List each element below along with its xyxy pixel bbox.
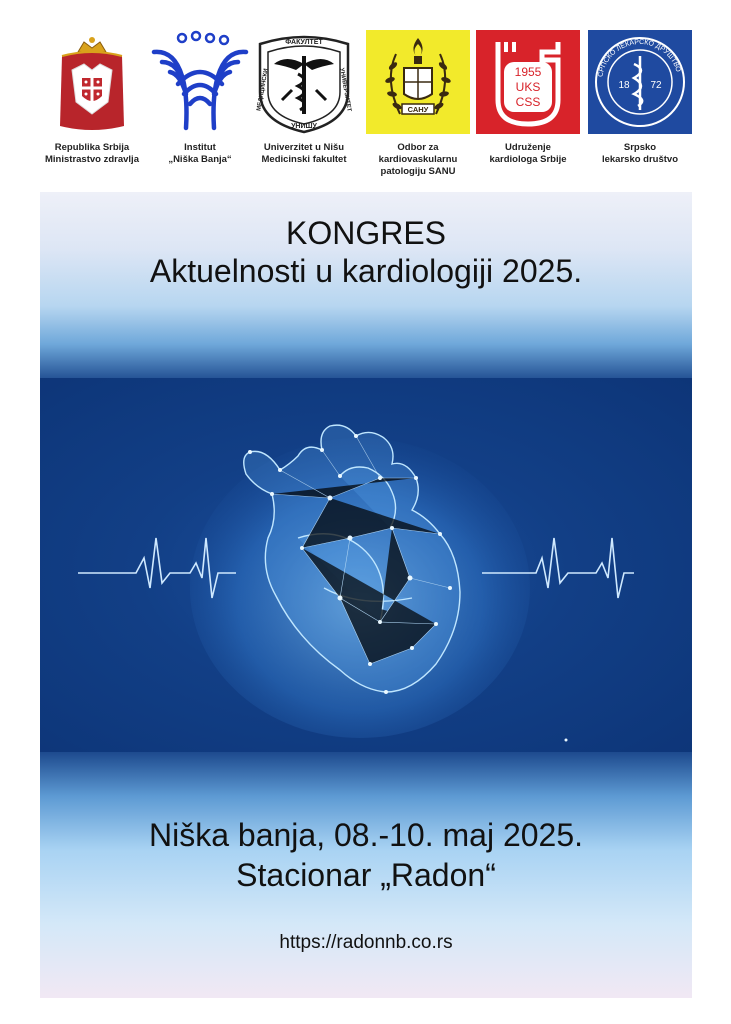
uks-line2: CSS	[515, 95, 541, 109]
ring-text-top: ФАКУЛТЕТ	[285, 39, 323, 46]
year-right: 72	[650, 80, 662, 91]
congress-subtitle: Aktuelnosti u kardiologiji 2025.	[149, 253, 583, 289]
logo-uks	[476, 30, 580, 165]
serbian-medical-society-logo	[588, 30, 692, 134]
ring-text-left: МЕДИЦИНСКИ	[256, 68, 270, 112]
congress-poster	[40, 192, 692, 998]
uks-css-logo	[476, 30, 580, 134]
website-link[interactable]: https://radonnb.co.rs	[279, 932, 453, 953]
medical-faculty-nis-logo	[252, 30, 356, 134]
year-left: 18	[618, 80, 630, 91]
ring-text: СРПСКО ЛЕКАРСКО ДРУШТВО	[597, 38, 682, 78]
logo-caption: Univerzitet u Nišu Medicinski fakultet	[261, 142, 347, 165]
congress-title: KONGRES	[285, 215, 447, 251]
uks-line1: UKS	[515, 80, 541, 94]
ring-text-right: УНИВЕРЗИТЕТ	[338, 67, 352, 113]
logo-ministry	[40, 30, 144, 165]
sanu-board-logo	[366, 30, 470, 134]
sponsor-logos-strip	[40, 30, 692, 190]
ring-text-bottom: УНИШУ	[291, 123, 317, 130]
logo-institute	[148, 30, 252, 165]
institute-niska-banja-logo	[148, 30, 252, 134]
logo-medical-faculty	[252, 30, 356, 165]
logo-sanu	[366, 30, 470, 177]
uks-year: 1955	[514, 65, 542, 79]
logo-caption: Udruženje kardiologa Srbije	[489, 142, 567, 165]
heart-band	[40, 378, 692, 762]
venue-name: Stacionar „Radon“	[236, 857, 496, 893]
logo-caption: Republika Srbija Ministrastvo zdravlja	[45, 142, 139, 165]
heart-illustration	[40, 378, 692, 762]
logo-caption: Odbor za kardiovaskularnu patologiju SANU	[378, 142, 458, 177]
logo-medical-society	[588, 30, 692, 165]
logo-caption: Institut „Niška Banja“	[168, 142, 232, 165]
serbian-coat-of-arms-icon	[40, 30, 144, 134]
venue-dates: Niška banja, 08.-10. maj 2025.	[148, 817, 584, 853]
logo-caption: Srpsko lekarsko društvo	[601, 142, 679, 165]
badge-text: САНУ	[407, 105, 429, 114]
